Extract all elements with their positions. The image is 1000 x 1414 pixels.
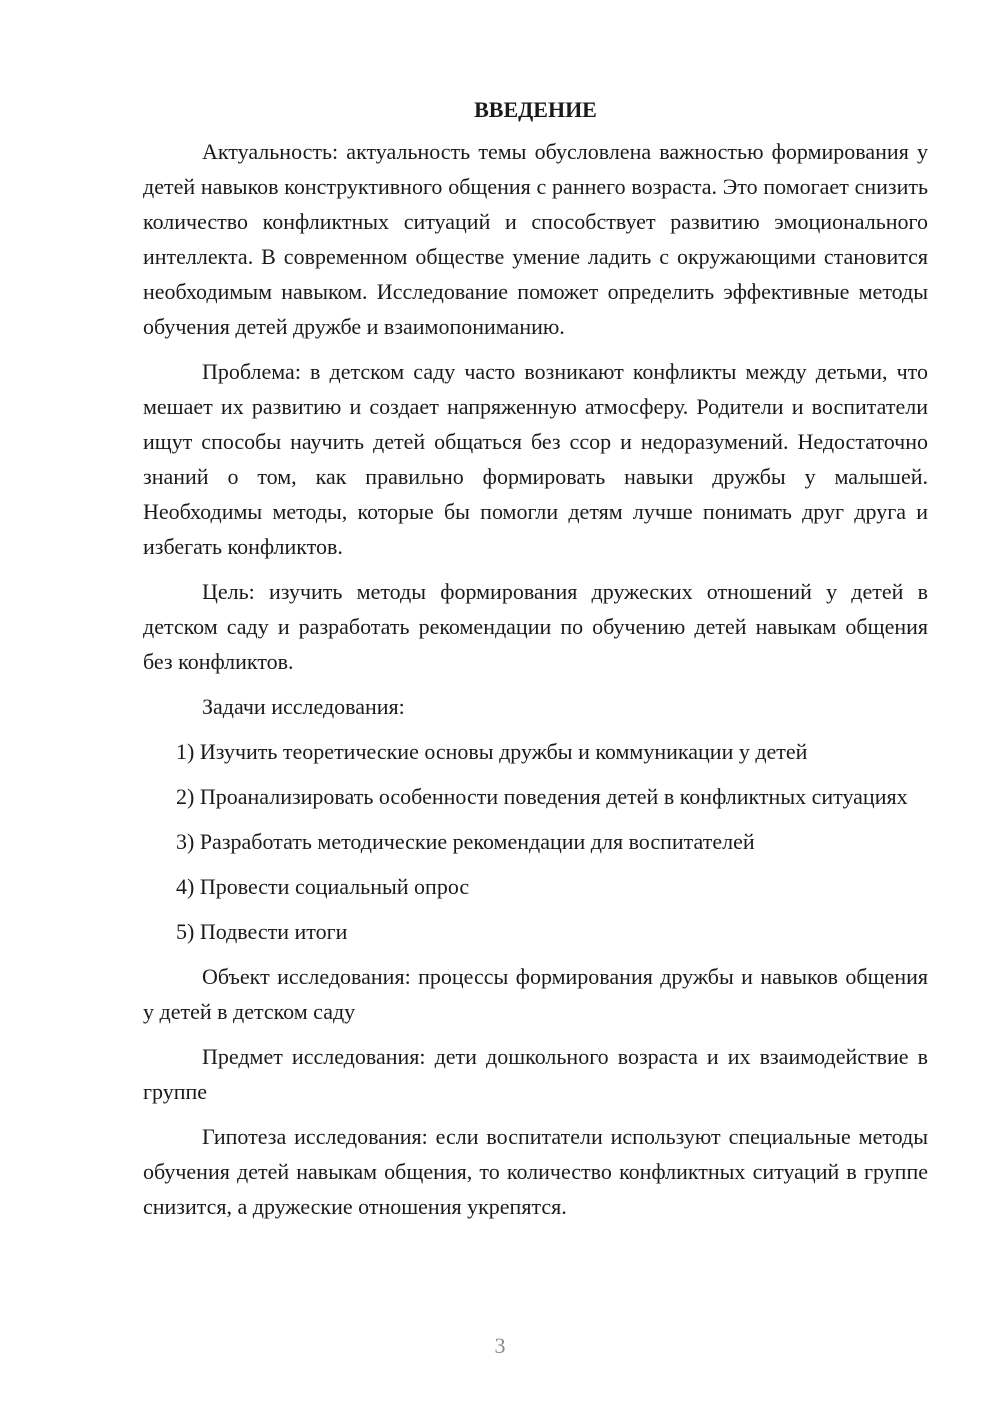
- hypothesis-paragraph: Гипотеза исследования: если воспитатели используют специальные методы обучения детей навыкам общения, то количество конфликтных ситуаций в группе снизится, а дружеские отношения укрепятся.: [143, 1124, 928, 1219]
- task-item-1: 1) Изучить теоретические основы дружбы и коммуникации у детей: [176, 739, 808, 764]
- task-item-3: 3) Разработать методические рекомендации для воспитателей: [176, 829, 755, 854]
- document-page: [143, 94, 928, 1234]
- goal-paragraph: Цель: изучить методы формирования дружеских отношений у детей в детском саду и разработать рекомендации по обучению детей навыкам общения без конфликтов.: [143, 579, 928, 674]
- problem-paragraph: Проблема: в детском саду часто возникают конфликты между детьми, что мешает их развитию и создает напряженную атмосферу. Родители и воспитатели ищут способы научить детей общаться без ссор и недоразумений. Недостаточно знаний о том, как правильно формировать навыки дружбы у малышей. Необходимы методы, которые бы помогли детям лучше понимать друг друга и избегать конфликтов.: [143, 359, 928, 559]
- page-number: 3: [494, 1333, 506, 1358]
- object-paragraph: Объект исследования: процессы формирования дружбы и навыков общения у детей в детском саду: [143, 964, 928, 1024]
- task-item-2: 2) Проанализировать особенности поведения детей в конфликтных ситуациях: [176, 784, 908, 809]
- page-title: ВВЕДЕНИЕ: [474, 97, 597, 122]
- subject-paragraph: Предмет исследования: дети дошкольного возраста и их взаимодействие в группе: [143, 1044, 928, 1104]
- task-item-5: 5) Подвести итоги: [176, 919, 348, 944]
- tasks-heading: Задачи исследования:: [202, 694, 405, 719]
- task-item-4: 4) Провести социальный опрос: [176, 874, 470, 899]
- relevance-paragraph: Актуальность: актуальность темы обусловлена важностью формирования у детей навыков конструктивного общения с раннего возраста. Это помогает снизить количество конфликтных ситуаций и способствует развитию эмоционального интеллекта. В современном обществе умение ладить с окружающими становится необходимым навыком. Исследование поможет определить эффективные методы обучения детей дружбе и взаимопониманию.: [143, 139, 928, 339]
